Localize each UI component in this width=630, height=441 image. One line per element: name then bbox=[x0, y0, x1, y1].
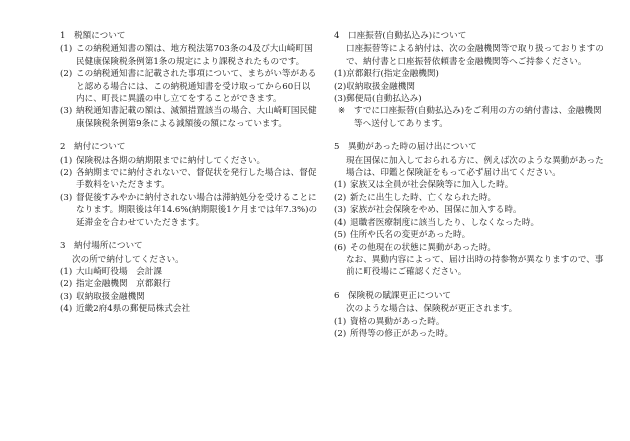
item-text: 近畿2府4県の郵便局株式会社 bbox=[76, 304, 191, 315]
item-number: (6) bbox=[334, 242, 347, 253]
item-text: 収納取扱金融機関 bbox=[76, 291, 145, 302]
item-text: その他現在の状態に異動があった時。 bbox=[350, 242, 497, 253]
item-text: この納税通知書の額は、地方税法第703条の4及び大山崎町国民健康保険税条例第1条の規定により課税されたものです。 bbox=[76, 44, 313, 67]
list-item bbox=[60, 155, 318, 167]
item-number: (1) bbox=[60, 266, 73, 277]
item-text: 納税通知書記載の額は、減額措置該当の場合、大山崎町国民健康保険税条例第9条による減額後の額になっています。 bbox=[76, 106, 317, 129]
item-number: (1) bbox=[60, 44, 73, 55]
list-item bbox=[60, 68, 318, 105]
item-number: (3) bbox=[60, 291, 73, 302]
list-item bbox=[60, 192, 318, 229]
section-intro: 次の所で納付してください。 bbox=[72, 254, 184, 265]
bank-line: (1)京都銀行(指定金融機関) bbox=[334, 69, 439, 80]
section-tax-amount bbox=[60, 30, 318, 130]
section-change-report bbox=[334, 141, 604, 278]
item-number: (1) bbox=[334, 316, 347, 327]
list-item bbox=[60, 167, 318, 192]
section-body: 現在国保に加入しておられる方に、例えば次のような異動があった場合は、印鑑と保険証をもって必ず届け出てください。 bbox=[346, 155, 604, 179]
item-text: 家族又は全員が社会保険等に加入した時。 bbox=[350, 180, 514, 191]
item-number: (3) bbox=[60, 192, 73, 203]
note-mark: ※ bbox=[338, 106, 346, 117]
section-body: 口座振替等による納付は、次の金融機関等で取り扱っておりますので、納付書と口座振替依頼書を金融機関等へご持参ください。 bbox=[346, 44, 604, 67]
item-text: 資格の異動があった時。 bbox=[350, 316, 445, 327]
section-heading: 3 納付場所について bbox=[60, 241, 143, 252]
bank-line: (2)収納取扱金融機関 bbox=[334, 81, 415, 92]
item-number: (1) bbox=[60, 155, 73, 166]
list-item bbox=[334, 328, 604, 340]
item-number: (4) bbox=[334, 217, 347, 228]
section-tail: なお、異動内容によって、届け出時の持参物が異なりますので、事前に町役場にご確認ください。 bbox=[346, 254, 604, 278]
list-item bbox=[60, 291, 318, 303]
item-number: (2) bbox=[334, 328, 347, 339]
item-text: この納税通知書に記載された事項について、まちがい等があると認める場合には、この納税通知書を受け取ってから60日以内に、町長に異議の申し立てをすることができます。 bbox=[76, 69, 317, 105]
item-number: (2) bbox=[334, 192, 347, 203]
list-item bbox=[60, 266, 318, 278]
list-item bbox=[334, 179, 604, 191]
item-text: 指定金融機関 京都銀行 bbox=[76, 279, 171, 290]
item-text: 家族が社会保険をやめ、国保に加入する時。 bbox=[350, 205, 522, 216]
item-text: 保険税は各期の納期限までに納付してください。 bbox=[76, 155, 266, 166]
list-item bbox=[60, 278, 318, 290]
section-reassessment bbox=[334, 290, 604, 341]
section-heading: 2 納付について bbox=[60, 142, 126, 153]
note-text: すでに口座振替(自動払込み)をご利用の方の納付書は、金融機関等へ送付してあります。 bbox=[354, 106, 602, 129]
list-item bbox=[60, 105, 318, 130]
item-text: 住所や氏名の変更があった時。 bbox=[350, 230, 471, 241]
list-item bbox=[334, 192, 604, 204]
section-heading: 1 税額について bbox=[60, 31, 126, 41]
section-heading: 5 異動があった時の届け出について bbox=[334, 142, 477, 153]
item-number: (3) bbox=[60, 106, 73, 117]
item-text: 督促後すみやかに納付されない場合は滞納処分を受けることになります。期限後は年14.6%(納期限後1ケ月までは年7.3%)の延滞金を合わせていただきます。 bbox=[76, 192, 318, 228]
item-text: 所得等の修正があった時。 bbox=[350, 328, 454, 339]
section-payment bbox=[60, 141, 318, 229]
list-item bbox=[60, 43, 318, 68]
item-number: (5) bbox=[334, 230, 347, 241]
item-number: (2) bbox=[60, 279, 73, 290]
left-column bbox=[60, 30, 318, 327]
section-payment-place bbox=[60, 240, 318, 315]
section-body: 次のような場合は、保険税が更正されます。 bbox=[346, 304, 518, 315]
item-number: (4) bbox=[60, 304, 73, 315]
list-item bbox=[334, 204, 604, 216]
list-item bbox=[334, 242, 604, 254]
item-text: 各納期までに納付されないで、督促状を発行した場合は、督促手数料をいただきます。 bbox=[76, 168, 317, 191]
item-text: 大山崎町役場 会計課 bbox=[76, 266, 162, 277]
right-column bbox=[334, 30, 604, 351]
item-number: (2) bbox=[60, 168, 73, 179]
list-item bbox=[334, 217, 604, 229]
item-number: (1) bbox=[334, 180, 347, 191]
item-number: (3) bbox=[334, 205, 347, 216]
note bbox=[334, 105, 604, 130]
item-text: 退職者医療制度に該当したり、しなくなった時。 bbox=[350, 217, 540, 228]
bank-line: (3)郵便局(自動払込み) bbox=[334, 94, 422, 105]
item-text: 新たに出生した時、亡くなられた時。 bbox=[350, 192, 497, 203]
section-heading: 6 保険税の賦課更正について bbox=[334, 290, 452, 301]
list-item bbox=[334, 229, 604, 241]
section-heading: 4 口座振替(自動払込み)について bbox=[334, 31, 467, 41]
list-item bbox=[60, 303, 318, 315]
item-number: (2) bbox=[60, 69, 73, 80]
list-item bbox=[334, 316, 604, 328]
section-auto-debit bbox=[334, 30, 604, 130]
